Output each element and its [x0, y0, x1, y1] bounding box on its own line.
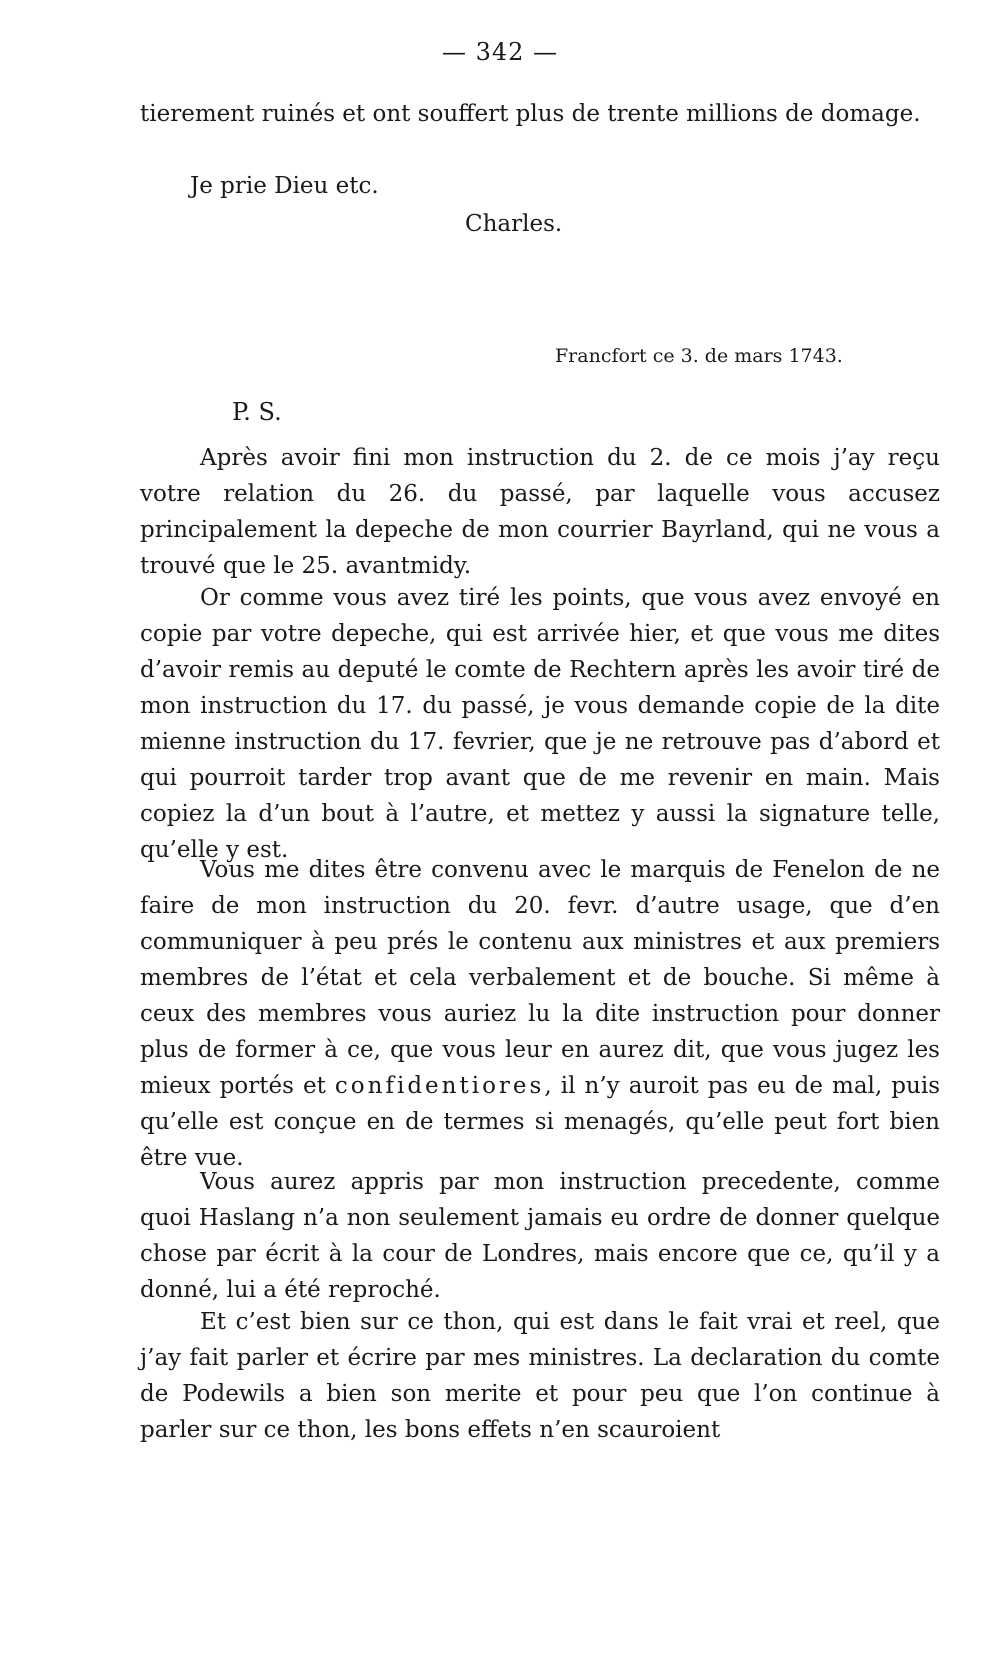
paragraph-3-spaced-word: confidentiores	[334, 1073, 545, 1099]
paragraph-1: Après avoir fini mon instruction du 2. de ce mois j’ay reçu votre relation du 26. du passé, par laquelle vous accusez principalement la depeche de mon courrier Bayrland, qui ne vous a trouvé que le 25. avantmidy.	[140, 445, 940, 579]
paragraph-5: Et c’est bien sur ce thon, qui est dans le fait vrai et reel, que j’ay fait parler et écrire par mes ministres. La declaration du comte de Podewils a bien son merite et pour peu que l’on continue à parler sur ce thon, les bons effets n’en scauroient	[140, 1309, 940, 1443]
postscript-label: P. S.	[232, 398, 282, 426]
paragraph-3-text: Vous me dites être convenu avec le marquis de Fenelon de ne faire de mon instruction du 20. fevr. d’autre usage, que d’en communiquer à peu prés le contenu aux ministres et aux premiers membres de l’état et cela verbalement et de bouche. Si même à ceux des membres vous auriez lu la dite instruction pour donner plus de former à ce, que vous leur en aurez dit, que vous jugez les mieux portés et	[140, 857, 940, 1099]
paragraph-2: Or comme vous avez tiré les points, que vous avez envoyé en copie par votre depeche, qui est arrivée hier, et que vous me dites d’avoir remis au deputé le comte de Rechtern après les avoir tiré de mon instruction du 17. du passé, je vous demande copie de la dite mienne instruction du 17. fevrier, que je ne retrouve pas d’abord et qui pourroit tarder trop avant que de me revenir en main. Mais copiez la d’un bout à l’autre, et mettez y aussi la signature telle, qu’elle y est.	[140, 585, 940, 863]
paragraph-3-tail: , il n’y auroit pas eu de mal, puis qu’elle est conçue en de termes si menagés, qu’elle peut fort bien être vue.	[140, 1073, 940, 1171]
closing-formula: Je prie Dieu etc.	[190, 173, 379, 199]
continuation-text: tierement ruinés et ont souffert plus de trente millions de domage.	[140, 101, 921, 127]
paragraph-3	[140, 852, 940, 1176]
paragraph-4: Vous aurez appris par mon instruction precedente, comme quoi Haslang n’a non seulement jamais eu ordre de donner quelque chose par écrit à la cour de Londres, mais encore que ce, qu’il y a donné, lui a été reproché.	[140, 1169, 940, 1303]
signature: Charles.	[465, 211, 563, 237]
page-number: — 342 —	[441, 38, 559, 66]
dateline: Francfort ce 3. de mars 1743.	[555, 345, 843, 367]
